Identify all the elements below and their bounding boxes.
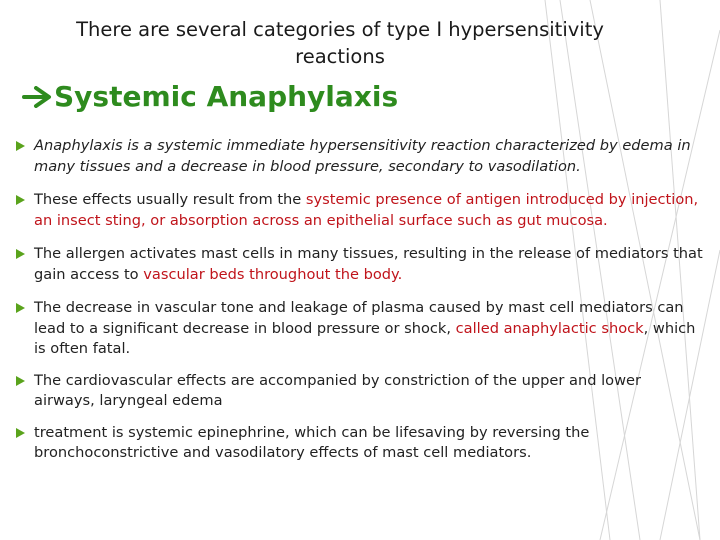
highlighted-text: systemic presence of antigen introduced by injection, an insect sting, or absorption across an epithelial surface such as gut mucosa.	[34, 191, 699, 229]
triangle-bullet-icon	[16, 195, 25, 205]
section-heading	[22, 80, 398, 113]
highlighted-text: called anaphylactic shock	[455, 319, 644, 337]
section-heading-text: Systemic Anaphylaxis	[54, 80, 399, 113]
triangle-bullet-icon	[16, 376, 25, 386]
bullet-list	[14, 136, 704, 464]
list-item	[14, 190, 704, 231]
bullet-text-after: , which is often fatal.	[34, 319, 696, 357]
bullet-text: The allergen activates mast cells in many tissues, resulting in the release of mediators that gain access to	[34, 245, 703, 283]
triangle-bullet-icon	[16, 303, 25, 313]
triangle-bullet-icon	[16, 428, 25, 438]
list-item	[14, 244, 704, 285]
highlighted-text: vascular beds throughout the body.	[143, 265, 403, 283]
list-item	[14, 298, 704, 360]
bullet-text: The decrease in vascular tone and leakage of plasma caused by mast cell mediators can lead to a significant decrease in blood pressure or shock,	[34, 299, 684, 337]
bullet-text: These effects usually result from the	[34, 191, 306, 208]
list-item	[14, 423, 704, 464]
bullet-text: Anaphylaxis is a systemic immediate hypersensitivity reaction characterized by edema in many tissues and a decrease in blood pressure, secondary to vasodilation.	[34, 137, 691, 175]
slide-title-line2: reactions	[295, 45, 385, 68]
bullet-text: The cardiovascular effects are accompanied by constriction of the upper and lower airways, laryngeal edema	[34, 371, 642, 409]
right-arrow-icon	[22, 86, 52, 108]
triangle-bullet-icon	[16, 141, 25, 151]
slide-title	[20, 16, 660, 70]
list-item	[14, 136, 704, 177]
triangle-bullet-icon	[16, 249, 25, 259]
slide-title-line1: There are several categories of type I hypersensitivity	[76, 18, 604, 41]
bullet-text: treatment is systemic epinephrine, which can be lifesaving by reversing the bronchoconstrictive and vasodilatory effects of mast cell mediators.	[34, 423, 590, 461]
list-item	[14, 371, 704, 412]
